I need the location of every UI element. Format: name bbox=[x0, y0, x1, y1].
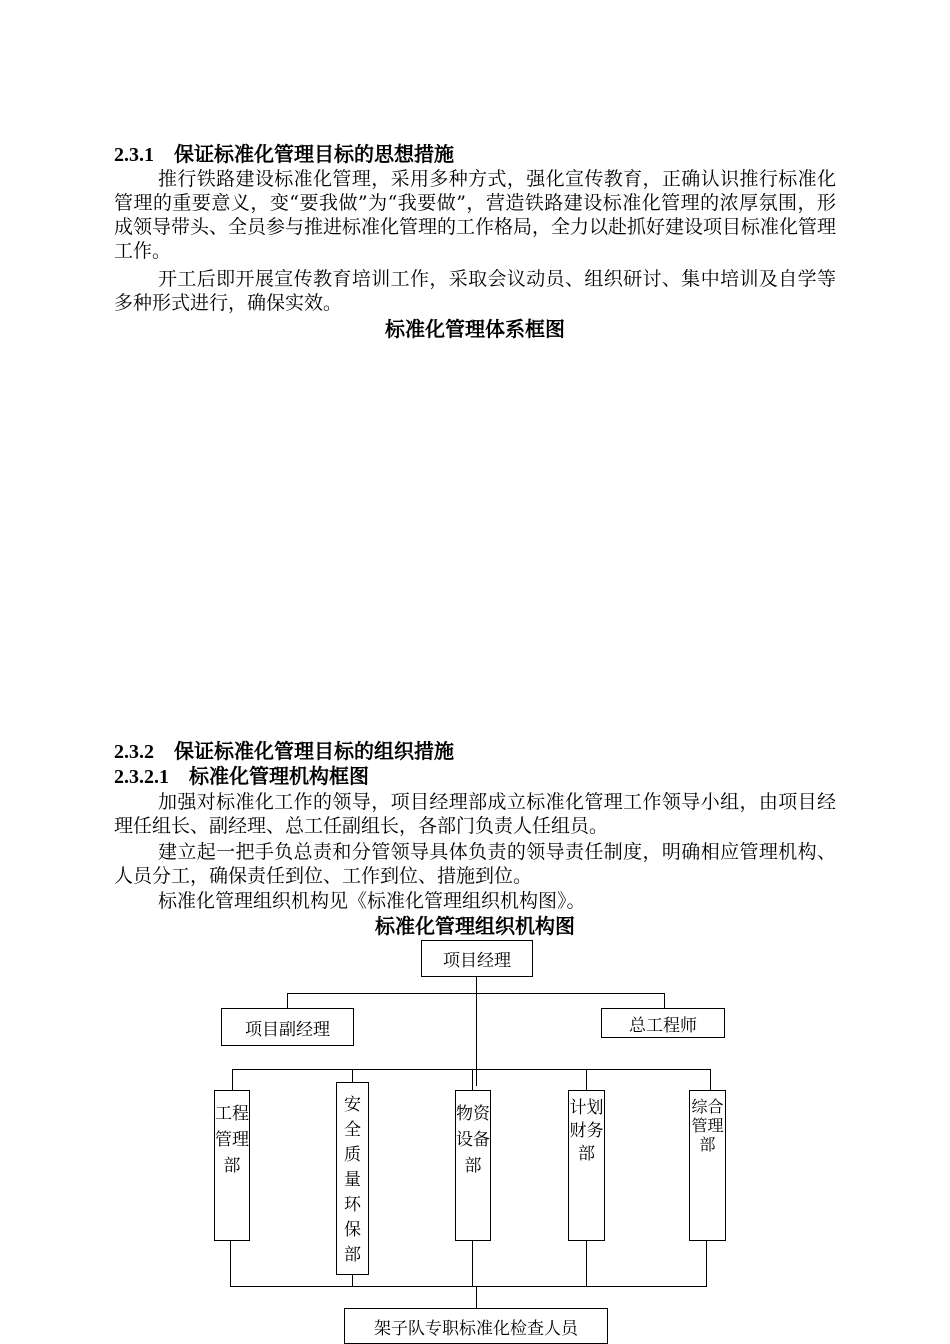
connector-line bbox=[586, 1240, 587, 1287]
connector-line bbox=[352, 1069, 353, 1082]
section-title: 保证标准化管理目标的思想措施 bbox=[174, 142, 454, 166]
org-node-department bbox=[336, 1082, 369, 1275]
department-label: 物资设备部 bbox=[456, 1104, 490, 1176]
connector-line bbox=[664, 993, 665, 1008]
department-label: 计划财务部 bbox=[569, 1098, 604, 1164]
section-heading-2-3-1 bbox=[114, 142, 454, 167]
connector-line bbox=[710, 1069, 711, 1090]
connector-line bbox=[472, 1069, 473, 1090]
connector-line bbox=[472, 1240, 473, 1287]
org-node-department bbox=[568, 1090, 605, 1241]
org-node-deputy-right: 总工程师 bbox=[601, 1008, 725, 1038]
paragraph: 加强对标准化工作的领导，项目经理部成立标准化管理工作领导小组，由项目经理任组长、副经理、总工任副组长，各部门负责人任组员。 bbox=[114, 791, 836, 837]
org-node-department bbox=[214, 1090, 250, 1241]
figure-title: 标准化管理体系框图 bbox=[385, 317, 565, 341]
section-title: 保证标准化管理目标的组织措施 bbox=[174, 739, 454, 763]
org-node-bottom: 架子队专职标准化检查人员 bbox=[344, 1308, 608, 1344]
connector-line bbox=[586, 1069, 587, 1090]
section-heading-2-3-2-1 bbox=[114, 764, 369, 789]
org-node-top: 项目经理 bbox=[421, 940, 533, 977]
org-node-department bbox=[689, 1090, 726, 1241]
connector-line bbox=[476, 1286, 477, 1308]
connector-line bbox=[232, 1069, 233, 1090]
paragraph: 推行铁路建设标准化管理，采用多种方式，强化宣传教育，正确认识推行标准化管理的重要意义，变“要我做”为“我要做”，营造铁路建设标准化管理的浓厚氛围，形成领导带头、全员参与推进标准化管理的工作格局，全力以赴抓好建设项目标准化管理工作。 bbox=[114, 168, 837, 262]
section-number: 2.3.2.1 bbox=[114, 766, 169, 788]
paragraph: 建立起一把手负总责和分管领导具体负责的领导责任制度，明确相应管理机构、人员分工，确保责任到位、工作到位、措施到位。 bbox=[114, 841, 836, 887]
org-node-deputy-left: 项目副经理 bbox=[221, 1008, 354, 1046]
paragraph: 开工后即开展宣传教育培训工作，采取会议动员、组织研讨、集中培训及自学等多种形式进行，确保实效。 bbox=[114, 268, 836, 314]
section-number: 2.3.1 bbox=[114, 144, 154, 166]
connector-line bbox=[287, 993, 288, 1008]
connector-line bbox=[287, 993, 665, 994]
connector-line bbox=[230, 1286, 707, 1287]
section-heading-2-3-2 bbox=[114, 739, 454, 764]
org-node-department bbox=[455, 1090, 491, 1241]
connector-line bbox=[706, 1240, 707, 1287]
department-label: 安全质量环保部 bbox=[344, 1095, 361, 1265]
connector-line bbox=[352, 1274, 353, 1287]
department-label: 工程管理部 bbox=[215, 1104, 249, 1176]
connector-line bbox=[230, 1240, 231, 1287]
paragraph: 标准化管理组织机构见《标准化管理组织机构图》。 bbox=[158, 890, 586, 912]
figure-title: 标准化管理组织机构图 bbox=[375, 914, 575, 938]
section-number: 2.3.2 bbox=[114, 741, 154, 763]
section-title: 标准化管理机构框图 bbox=[189, 764, 369, 788]
department-label: 综合管理部 bbox=[691, 1097, 724, 1154]
